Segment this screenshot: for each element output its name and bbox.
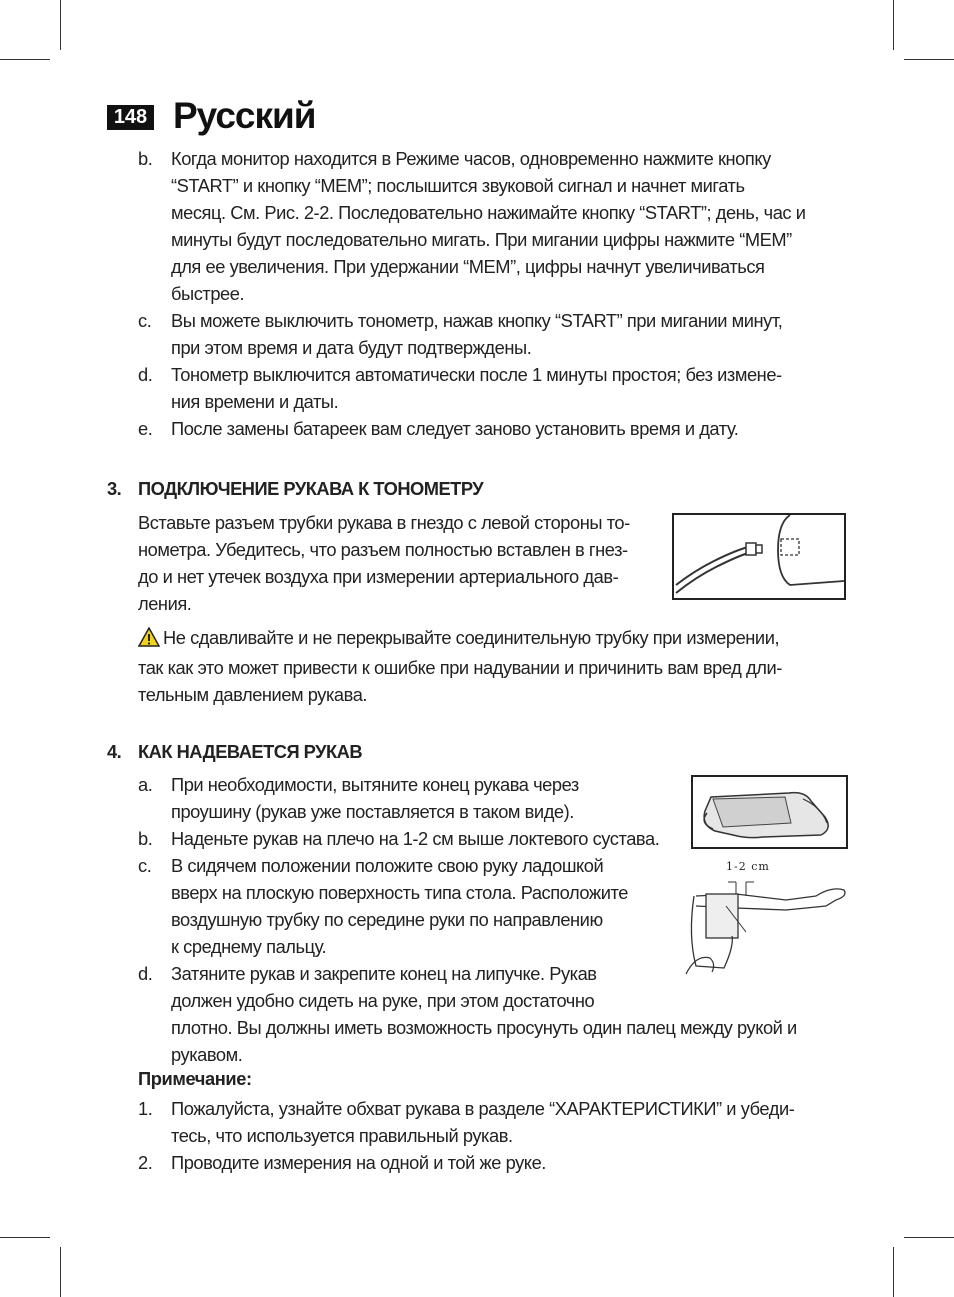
- text-line: Не сдавливайте и не перекрывайте соединительную трубку при измерении,: [163, 627, 780, 648]
- text-line: ления.: [138, 593, 192, 614]
- text-line: воздушную трубку по середине руки по направлению: [171, 909, 603, 930]
- text-line: минуты будут последовательно мигать. При мигании цифры нажмите “MEM”: [171, 229, 792, 250]
- text-line: В сидячем положении положите свою руку ладошкой: [171, 855, 604, 876]
- list-marker: 1.: [138, 1098, 153, 1119]
- text-line: Затяните рукав и закрепите конец на липучке. Рукав: [171, 963, 597, 984]
- text-line: месяц. См. Рис. 2-2. Последовательно нажимайте кнопку “START”; день, час и: [171, 202, 806, 223]
- text-line: Наденьте рукав на плечо на 1-2 см выше локтевого сустава.: [171, 828, 660, 849]
- section-body: [138, 509, 668, 617]
- text-line: ния времени и даты.: [171, 391, 339, 412]
- section-number: 3.: [107, 478, 122, 499]
- crop-mark: [893, 1247, 894, 1297]
- note-heading: Примечание:: [138, 1068, 252, 1089]
- text-line: быстрее.: [171, 283, 245, 304]
- text-line: так как это может привести к ошибке при надувании и причинить вам вред дли-: [138, 657, 782, 678]
- connector-illustration: [672, 513, 846, 600]
- text-line: вверх на плоскую поверхность типа стола. Расположите: [171, 882, 628, 903]
- section-title: ПОДКЛЮЧЕНИЕ РУКАВА К ТОНОМЕТРУ: [138, 478, 484, 499]
- text-line: Когда монитор находится в Режиме часов, одновременно нажмите кнопку: [171, 148, 771, 169]
- text-line: Вставьте разъем трубки рукава в гнездо с левой стороны то-: [138, 512, 630, 533]
- text-line: до и нет утечек воздуха при измерении артериального дав-: [138, 566, 619, 587]
- text-line: при этом время и дата будут подтверждены.: [171, 337, 532, 358]
- text-line: плотно. Вы должны иметь возможность просунуть один палец между рукой и: [171, 1017, 797, 1038]
- text-line: тесь, что используется правильный рукав.: [171, 1125, 513, 1146]
- text-line: “START” и кнопку “MEM”; послышится звуковой сигнал и начнет мигать: [171, 175, 745, 196]
- list-marker: c.: [138, 855, 152, 876]
- page-number: 148: [107, 105, 154, 130]
- text-line: После замены батареек вам следует заново установить время и дату.: [171, 418, 739, 439]
- warning-line: [138, 624, 838, 654]
- crop-mark: [904, 1237, 954, 1238]
- text-line: нометра. Убедитесь, что разъем полностью вставлен в гнез-: [138, 539, 628, 560]
- list-marker: b.: [138, 828, 153, 849]
- crop-mark: [0, 1237, 50, 1238]
- list-marker: d.: [138, 963, 153, 984]
- crop-mark: [60, 0, 61, 50]
- arm-illustration: [676, 856, 852, 998]
- warning-triangle-icon: [138, 627, 160, 654]
- warning-note: [138, 624, 838, 708]
- text-line: для ее увеличения. При удержании “MEM”, цифры начнут увеличиваться: [171, 256, 765, 277]
- section-number: 4.: [107, 741, 122, 762]
- crop-mark: [0, 59, 50, 60]
- text-line: рукавом.: [171, 1044, 243, 1065]
- crop-mark: [60, 1247, 61, 1297]
- list-marker: b.: [138, 148, 153, 169]
- crop-mark: [893, 0, 894, 50]
- text-line: к среднему пальцу.: [171, 936, 327, 957]
- arm-drawing: [676, 856, 852, 998]
- text-line: Пожалуйста, узнайте обхват рукава в разделе “ХАРАКТЕРИСТИКИ” и убеди-: [171, 1098, 795, 1119]
- connector-drawing: [674, 515, 844, 598]
- list-marker: a.: [138, 774, 153, 795]
- text-line: тельным давлением рукава.: [138, 684, 368, 705]
- measurement-label: 1-2 cm: [726, 860, 770, 873]
- cuff-drawing: [693, 777, 846, 847]
- list-marker: c.: [138, 310, 152, 331]
- crop-mark: [904, 59, 954, 60]
- list-marker: d.: [138, 364, 153, 385]
- text-line: должен удобно сидеть на руке, при этом достаточно: [171, 990, 595, 1011]
- text-line: Вы можете выключить тонометр, нажав кнопку “START” при мигании минут,: [171, 310, 783, 331]
- cuff-illustration: [691, 775, 848, 849]
- list-marker: 2.: [138, 1152, 153, 1173]
- text-line: Тонометр выключится автоматически после 1 минуты простоя; без измене-: [171, 364, 782, 385]
- text-line: Проводите измерения на одной и той же руке.: [171, 1152, 546, 1173]
- list-marker: e.: [138, 418, 153, 439]
- text-line: проушину (рукав уже поставляется в таком виде).: [171, 801, 574, 822]
- section-title: КАК НАДЕВАЕТСЯ РУКАВ: [138, 741, 363, 762]
- page-title: Русский: [173, 95, 316, 136]
- text-line: При необходимости, вытяните конец рукава через: [171, 774, 579, 795]
